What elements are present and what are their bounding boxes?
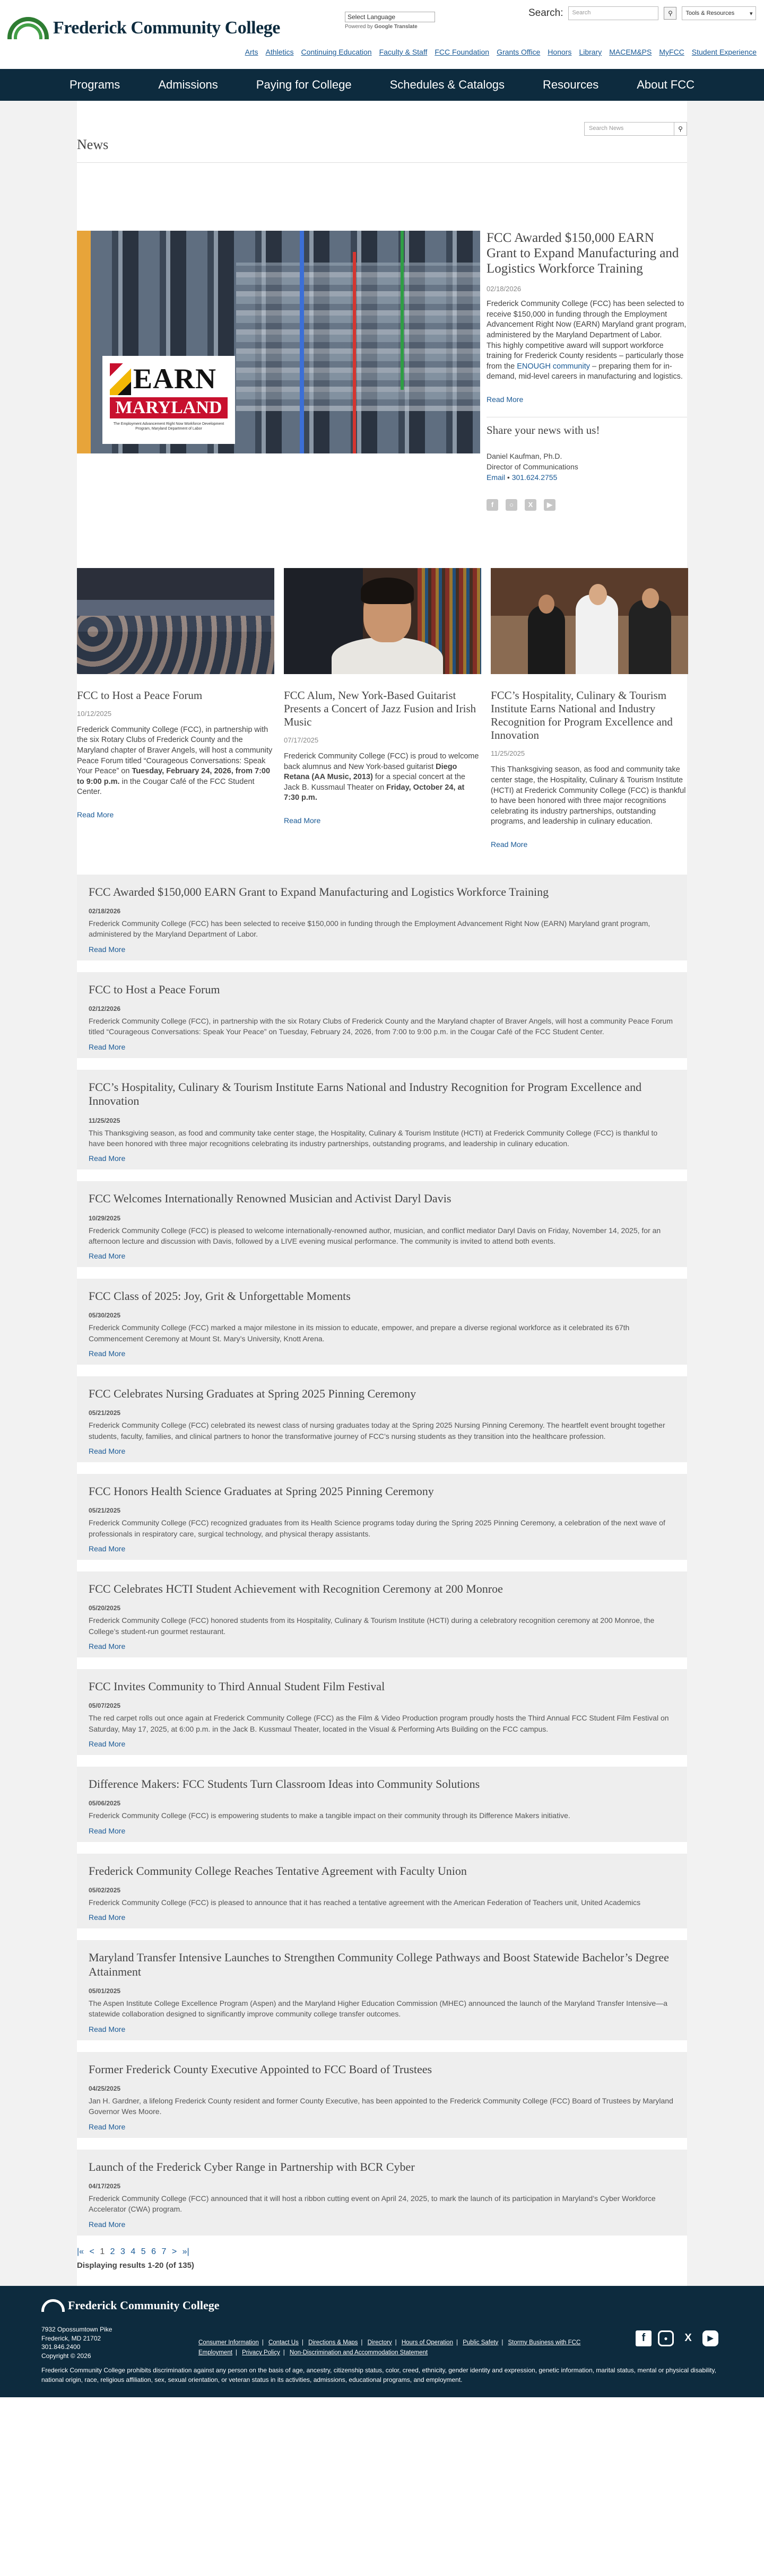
story-title[interactable]: FCC’s Hospitality, Culinary & Tourism Institute Earns National and Industry Recognition for Program Excellence and Innovation bbox=[491, 688, 673, 742]
footer-link[interactable]: Non-Discrimination and Accommodation Statement bbox=[289, 2350, 428, 2356]
site-footer bbox=[0, 2286, 764, 2397]
footer-link[interactable]: Privacy Policy bbox=[242, 2350, 280, 2356]
site-logo[interactable] bbox=[7, 17, 280, 39]
story-date: 07/17/2025 bbox=[284, 736, 319, 745]
nav-paying-for-college[interactable]: Paying for College bbox=[256, 78, 352, 91]
search-icon: ⚲ bbox=[668, 10, 673, 17]
site-search bbox=[528, 6, 756, 20]
news-item-read-more[interactable]: Read More bbox=[89, 1349, 126, 1358]
news-item-title[interactable]: Frederick Community College Reaches Tentative Agreement with Faculty Union bbox=[89, 1864, 467, 1878]
news-item-date: 05/21/2025 bbox=[89, 1507, 121, 1515]
news-item-read-more[interactable]: Read More bbox=[89, 1913, 126, 1922]
news-item-read-more[interactable]: Read More bbox=[89, 2220, 126, 2229]
pagination-prev[interactable]: < bbox=[89, 2247, 94, 2256]
language-select[interactable]: Select Language bbox=[345, 12, 435, 22]
news-item-summary: Frederick Community College (FCC) is empowering students to make a tangible impact on their community through its Difference Makers initiative. bbox=[89, 1811, 570, 1820]
news-item-date: 05/06/2025 bbox=[89, 1800, 121, 1807]
featured-body-1: Frederick Community College (FCC) has been selected to receive $150,000 in funding through the Employment Advancement Right Now (EARN) Maryland grant program, administered by the Maryland Department of Labor. bbox=[487, 300, 687, 339]
news-search bbox=[584, 122, 687, 136]
news-item bbox=[77, 1181, 687, 1267]
story-read-more[interactable]: Read More bbox=[284, 816, 321, 825]
logo-arc-icon bbox=[7, 17, 49, 39]
news-header bbox=[77, 122, 687, 163]
quick-link[interactable]: FCC Foundation bbox=[435, 48, 490, 56]
facebook-icon[interactable]: f bbox=[636, 2330, 652, 2346]
news-item-title[interactable]: FCC Awarded $150,000 EARN Grant to Expand Manufacturing and Logistics Workforce Training bbox=[89, 885, 549, 898]
footer-link[interactable]: Hours of Operation bbox=[401, 2339, 453, 2346]
news-item bbox=[77, 1854, 687, 1929]
news-list bbox=[77, 875, 687, 2236]
news-item-read-more[interactable]: Read More bbox=[89, 1740, 126, 1749]
x-icon[interactable]: X bbox=[684, 2332, 692, 2344]
news-item-title[interactable]: Launch of the Frederick Cyber Range in Partnership with BCR Cyber bbox=[89, 2160, 415, 2173]
news-item-read-more[interactable]: Read More bbox=[89, 1154, 126, 1163]
news-item-title[interactable]: FCC to Host a Peace Forum bbox=[89, 982, 220, 996]
footer-address: 7932 Opossumtown Pike Frederick, MD 21702 301.846.2400 Copyright © 2026 bbox=[41, 2325, 112, 2360]
featured-read-more[interactable]: Read More bbox=[487, 395, 524, 404]
story-title[interactable]: FCC Alum, New York-Based Guitarist Presents a Concert of Jazz Fusion and Irish Music bbox=[284, 688, 476, 729]
pagination-page[interactable]: 4 bbox=[131, 2247, 136, 2256]
quick-link[interactable]: Arts bbox=[245, 48, 258, 56]
pagination-page[interactable]: 7 bbox=[161, 2247, 167, 2256]
main-nav bbox=[0, 69, 764, 101]
featured-title[interactable]: FCC Awarded $150,000 EARN Grant to Expand Manufacturing and Logistics Workforce Training bbox=[487, 231, 679, 276]
quick-link[interactable]: Faculty & Staff bbox=[379, 48, 428, 56]
footer-logo[interactable]: Frederick Community College bbox=[41, 2299, 220, 2312]
content-wrapper bbox=[0, 101, 764, 2286]
logo-text: Frederick Community College bbox=[53, 18, 280, 38]
news-item bbox=[77, 972, 687, 1058]
story-date: 10/12/2025 bbox=[77, 709, 112, 718]
news-content bbox=[77, 101, 687, 2286]
story-image[interactable] bbox=[284, 568, 481, 674]
nav-programs[interactable]: Programs bbox=[69, 78, 120, 91]
featured-date: 02/18/2026 bbox=[487, 285, 522, 293]
phone-link[interactable]: 301.624.2755 bbox=[511, 473, 558, 482]
news-item-date: 05/30/2025 bbox=[89, 1312, 121, 1320]
share-social-icons bbox=[487, 499, 687, 511]
powered-by-translate: Powered by Google Translate bbox=[345, 24, 418, 30]
news-item-title[interactable]: FCC’s Hospitality, Culinary & Tourism Institute Earns National and Industry Recognition for Program Excellence and Innovation bbox=[89, 1080, 642, 1108]
quick-link[interactable]: Library bbox=[579, 48, 602, 56]
news-item-read-more[interactable]: Read More bbox=[89, 1642, 126, 1651]
news-item-title[interactable]: FCC Welcomes Internationally Renowned Musician and Activist Daryl Davis bbox=[89, 1192, 452, 1206]
pagination-first[interactable]: |« bbox=[77, 2247, 84, 2256]
nav-about-fcc[interactable]: About FCC bbox=[637, 78, 695, 91]
search-label: Search: bbox=[528, 7, 563, 19]
featured-body-2: This highly competitive award will support workforce training for Frederick County residents – particularly those from the ENOUGH community – preparing them for in-demand, mid-level careers in manufacturing and logistics. bbox=[487, 341, 684, 381]
pagination-current: 1 bbox=[100, 2247, 105, 2256]
quick-link[interactable]: MACEM&PS bbox=[609, 48, 652, 56]
share-news-box bbox=[487, 424, 687, 511]
news-item bbox=[77, 1376, 687, 1462]
news-item-date: 02/18/2026 bbox=[89, 907, 121, 915]
news-item-summary: This Thanksgiving season, as food and community take center stage, the Hospitality, Culinary & Tourism Institute (HCTI) at Frederick Community College (FCC) is thankful to have been honored with three major recognitions celebrating its industry partnerships, outstanding programs, and leadership in culinary education. bbox=[89, 1128, 658, 1148]
news-item-read-more[interactable]: Read More bbox=[89, 1544, 126, 1553]
site-header bbox=[0, 0, 764, 69]
news-item bbox=[77, 2052, 687, 2138]
news-item-date: 05/20/2025 bbox=[89, 1604, 121, 1612]
news-item-title[interactable]: FCC Class of 2025: Joy, Grit & Unforgettable Moments bbox=[89, 1289, 351, 1303]
pagination-page[interactable]: 5 bbox=[141, 2247, 146, 2256]
translate-widget bbox=[345, 12, 435, 30]
footer-links: Consumer Information | Contact Us | Directions & Maps | Directory | Hours of Operation | Public Safety | Stormy Business with FCC Employment | Privacy Policy | Non-Discrimination and Accommodation Statement bbox=[198, 2339, 581, 2356]
earn-maryland-logo: EARN MARYLAND The Employment Advancement Right Now Workforce Development Program, Maryland Department of Labor bbox=[102, 356, 235, 444]
search-button[interactable] bbox=[664, 7, 676, 20]
news-item-title[interactable]: Difference Makers: FCC Students Turn Classroom Ideas into Community Solutions bbox=[89, 1777, 480, 1791]
page-title: News bbox=[77, 137, 109, 152]
search-scope-select[interactable]: Tools & Resources ▾ bbox=[682, 6, 756, 20]
enough-community-link[interactable]: ENOUGH community bbox=[517, 362, 590, 371]
story-title[interactable]: FCC to Host a Peace Forum bbox=[77, 688, 203, 702]
news-item-summary: Frederick Community College (FCC) is pleased to welcome internationally-renowned author, musician, and conflict mediator Daryl Davis on Friday, November 14, 2025, for an afternoon lecture and discussion with Davis, followed by a LIVE evening musical performance. The community is invited to attend both events. bbox=[89, 1226, 661, 1245]
news-item-read-more[interactable]: Read More bbox=[89, 1252, 126, 1261]
nav-admissions[interactable]: Admissions bbox=[158, 78, 218, 91]
pagination-next[interactable]: > bbox=[171, 2247, 177, 2256]
news-item-date: 05/01/2025 bbox=[89, 1987, 121, 1995]
news-item bbox=[77, 1279, 687, 1365]
youtube-icon[interactable]: ▶ bbox=[702, 2330, 718, 2346]
news-item-summary: Frederick Community College (FCC) honored students from its Hospitality, Culinary & Tourism Institute (HCTI) during a celebratory recognition ceremony at 200 Monroe, the College’s student-run gourmet restaurant. bbox=[89, 1616, 655, 1636]
facebook-icon[interactable]: f bbox=[487, 499, 498, 511]
news-item-date: 05/07/2025 bbox=[89, 1702, 121, 1710]
pagination-page[interactable]: 3 bbox=[120, 2247, 125, 2256]
story-cards bbox=[77, 568, 687, 849]
news-item-read-more[interactable]: Read More bbox=[89, 1447, 126, 1456]
contact-name: Daniel Kaufman, Ph.D. bbox=[487, 451, 562, 460]
news-item-title[interactable]: FCC Celebrates HCTI Student Achievement with Recognition Ceremony at 200 Monroe bbox=[89, 1582, 503, 1596]
news-item-read-more[interactable]: Read More bbox=[89, 1826, 126, 1835]
instagram-icon[interactable]: ○ bbox=[506, 499, 517, 511]
non-discrimination-statement: Frederick Community College prohibits discrimination against any person on the basis of age, ancestry, citizenship status, color, creed, ethnicity, gender identity and expression, genetic information, marital status, mental or physical disability, national origin, race, religious affiliation, sex, sexual orientation, or veteran status in its activities, admissions, educational programs, and employment. bbox=[41, 2366, 716, 2383]
news-item-summary: Frederick Community College (FCC) celebrated its newest class of nursing graduates today at the Spring 2025 Nursing Pinning Ceremony. The heartfelt event brought together students, faculty, families, and clinical partners to honor the transformative journey of FCC’s nursing students as they transition into the healthcare profession. bbox=[89, 1421, 665, 1440]
share-heading: Share your news with us! bbox=[487, 423, 600, 436]
news-item-summary: Frederick Community College (FCC) is pleased to announce that it has reached a tentative agreement with the American Federation of Teachers unit, United Academics bbox=[89, 1898, 641, 1907]
footer-link[interactable]: Contact Us bbox=[268, 2339, 299, 2346]
contact-title: Director of Communications bbox=[487, 462, 578, 471]
quick-links bbox=[245, 48, 757, 56]
nav-schedules-catalogs[interactable]: Schedules & Catalogs bbox=[389, 78, 505, 91]
news-item-date: 04/25/2025 bbox=[89, 2085, 121, 2093]
news-item-read-more[interactable]: Read More bbox=[89, 2122, 126, 2131]
featured-image[interactable] bbox=[77, 231, 480, 453]
news-item-date: 05/02/2025 bbox=[89, 1887, 121, 1894]
news-search-input[interactable]: Search News bbox=[584, 122, 674, 136]
news-item-summary: Frederick Community College (FCC), in partnership with the six Rotary Clubs of Frederick County and the Maryland chapter of Braver Angels, will host a community Peace Forum titled “Courageous Conversations: Speak Your Peace” on Tuesday, February 24, 2026, from 7:00 to 9:00 p.m. in the Cougar Café of the FCC Student Center. bbox=[89, 1017, 673, 1036]
news-item bbox=[77, 875, 687, 960]
news-item-date: 04/17/2025 bbox=[89, 2182, 121, 2190]
quick-link[interactable]: Athletics bbox=[265, 48, 294, 56]
news-item-summary: Frederick Community College (FCC) marked a major milestone in its mission to educate, empower, and prepare a diverse regional workforce as it celebrated its 67th Commencement Ceremony at Mount St. Mary’s University, Knott Arena. bbox=[89, 1323, 630, 1343]
news-item bbox=[77, 1767, 687, 1842]
pagination-page[interactable]: 6 bbox=[151, 2247, 157, 2256]
contact-links: Email • 301.624.2755 bbox=[487, 473, 558, 482]
maryland-flag-icon bbox=[110, 363, 131, 395]
news-item-date: 05/21/2025 bbox=[89, 1409, 121, 1417]
news-item-summary: Frederick Community College (FCC) announced that it will host a ribbon cutting event on April 24, 2025, to mark the launch of its participation in Maryland’s Cyber Workforce Accelerator (CWA) program. bbox=[89, 2194, 656, 2214]
story-card bbox=[77, 568, 274, 849]
news-item bbox=[77, 1571, 687, 1657]
news-item bbox=[77, 1669, 687, 1755]
quick-link[interactable]: Honors bbox=[548, 48, 572, 56]
featured-text bbox=[487, 231, 687, 511]
results-count: Displaying results 1-20 (of 135) bbox=[77, 2260, 194, 2270]
news-item bbox=[77, 1070, 687, 1169]
news-item-date: 11/25/2025 bbox=[89, 1116, 120, 1124]
news-item-read-more[interactable]: Read More bbox=[89, 1042, 126, 1051]
chevron-down-icon: ▾ bbox=[749, 10, 753, 17]
quick-link[interactable]: MyFCC bbox=[659, 48, 684, 56]
news-item-summary: The red carpet rolls out once again at Frederick Community College (FCC) as the Film & Video Production program proudly hosts the Third Annual FCC Student Film Festival on Saturday, May 17, 2025, at 6:00 p.m. in the Jack B. Kussmaul Theater, located in the Visual & Performing Arts Building on the FCC campus. bbox=[89, 1714, 669, 1733]
pagination bbox=[77, 2247, 687, 2257]
story-date: 11/25/2025 bbox=[491, 749, 525, 758]
footer-social bbox=[636, 2330, 718, 2346]
pagination-last[interactable]: »| bbox=[182, 2247, 189, 2256]
logo-arc-icon bbox=[41, 2299, 65, 2312]
news-item-summary: Frederick Community College (FCC) recognized graduates from its Health Science programs today during the Spring 2025 Pinning Ceremony, a celebration of the next wave of professionals in respiratory care, surgical technology, and physical therapy assistants. bbox=[89, 1518, 665, 1538]
footer-link[interactable]: Directions & Maps bbox=[308, 2339, 358, 2346]
news-item-title[interactable]: Former Frederick County Executive Appointed to FCC Board of Trustees bbox=[89, 2062, 432, 2076]
search-icon: ⚲ bbox=[678, 125, 683, 133]
story-card bbox=[491, 568, 688, 849]
footer-link[interactable]: Consumer Information bbox=[198, 2339, 259, 2346]
story-image[interactable] bbox=[77, 568, 274, 674]
footer-link[interactable]: Directory bbox=[367, 2339, 392, 2346]
news-item bbox=[77, 2150, 687, 2236]
story-image[interactable] bbox=[491, 568, 688, 674]
story-body: This Thanksgiving season, as food and community take center stage, the Hospitality, Culinary & Tourism Institute (HCTI) at Frederick Community College (FCC) is thankful to have been honored with three major recognitions celebrating its industry partnerships, outstanding programs, and leadership in culinary education. bbox=[491, 765, 686, 826]
news-item-title[interactable]: FCC Invites Community to Third Annual Student Film Festival bbox=[89, 1680, 385, 1693]
news-item-summary: Jan H. Gardner, a lifelong Frederick County resident and former County Executive, has been appointed to the Frederick Community College (FCC) Board of Trustees by Maryland Governor Wes Moore. bbox=[89, 2097, 673, 2116]
footer-link[interactable]: Public Safety bbox=[463, 2339, 499, 2346]
featured-story bbox=[77, 231, 687, 511]
x-icon[interactable]: X bbox=[525, 499, 536, 511]
news-item-date: 10/29/2025 bbox=[89, 1214, 121, 1222]
story-read-more[interactable]: Read More bbox=[491, 840, 528, 849]
footer-link[interactable]: Stormy Business with FCC bbox=[508, 2339, 581, 2346]
pagination-page[interactable]: 2 bbox=[110, 2247, 115, 2256]
quick-link[interactable]: Student Experience bbox=[691, 48, 757, 56]
footer-phone-link[interactable]: 301.846.2400 bbox=[41, 2343, 81, 2351]
quick-link[interactable]: Grants Office bbox=[497, 48, 541, 56]
instagram-icon[interactable]: ● bbox=[658, 2330, 674, 2346]
news-item-title[interactable]: FCC Celebrates Nursing Graduates at Spring 2025 Pinning Ceremony bbox=[89, 1387, 416, 1401]
news-item-summary: Frederick Community College (FCC) has been selected to receive $150,000 in funding through the Employment Advancement Right Now (EARN) Maryland grant program, administered by the Maryland Department of Labor. bbox=[89, 919, 650, 939]
news-item-date: 02/12/2026 bbox=[89, 1005, 121, 1013]
search-input[interactable]: Search bbox=[568, 6, 658, 20]
email-link[interactable]: Email bbox=[487, 473, 506, 482]
story-read-more[interactable]: Read More bbox=[77, 810, 114, 819]
story-card bbox=[284, 568, 481, 849]
news-item-read-more[interactable]: Read More bbox=[89, 2024, 126, 2033]
quick-link[interactable]: Continuing Education bbox=[301, 48, 372, 56]
news-search-button[interactable] bbox=[674, 122, 687, 136]
news-item bbox=[77, 1474, 687, 1560]
news-item-title[interactable]: FCC Honors Health Science Graduates at Spring 2025 Pinning Ceremony bbox=[89, 1485, 434, 1498]
story-body: Frederick Community College (FCC), in partnership with the six Rotary Clubs of Frederick County and the Maryland chapter of Braver Angels, will host a community Peace Forum titled “Courageous Conversations: Speak Your Peace” on Tuesday, February 24, 2026, from 7:00 to 9:00 p.m. in the Cougar Café of the FCC Student Center. bbox=[77, 725, 273, 797]
news-item-summary: The Aspen Institute College Excellence Program (Aspen) and the Maryland Higher Education Commission (MHEC) announced the launch of the Maryland Transfer Intensive—a statewide collaboration designed to significantly improve community college transfer outcomes. bbox=[89, 1999, 668, 2019]
youtube-icon[interactable]: ▶ bbox=[544, 499, 555, 511]
news-item bbox=[77, 1940, 687, 2040]
news-item-title[interactable]: Maryland Transfer Intensive Launches to Strengthen Community College Pathways and Boost Statewide Bachelor’s Degree Attainment bbox=[89, 1951, 669, 1978]
nav-resources[interactable]: Resources bbox=[543, 78, 599, 91]
footer-link[interactable]: Employment bbox=[198, 2350, 232, 2356]
news-item-read-more[interactable]: Read More bbox=[89, 945, 126, 954]
story-body: Frederick Community College (FCC) is proud to welcome back alumnus and New York-based guitarist Diego Retana (AA Music, 2013) for a special concert at the Jack B. Kussmaul Theater on Friday, October 24, at 7:30 p.m. bbox=[284, 752, 479, 802]
